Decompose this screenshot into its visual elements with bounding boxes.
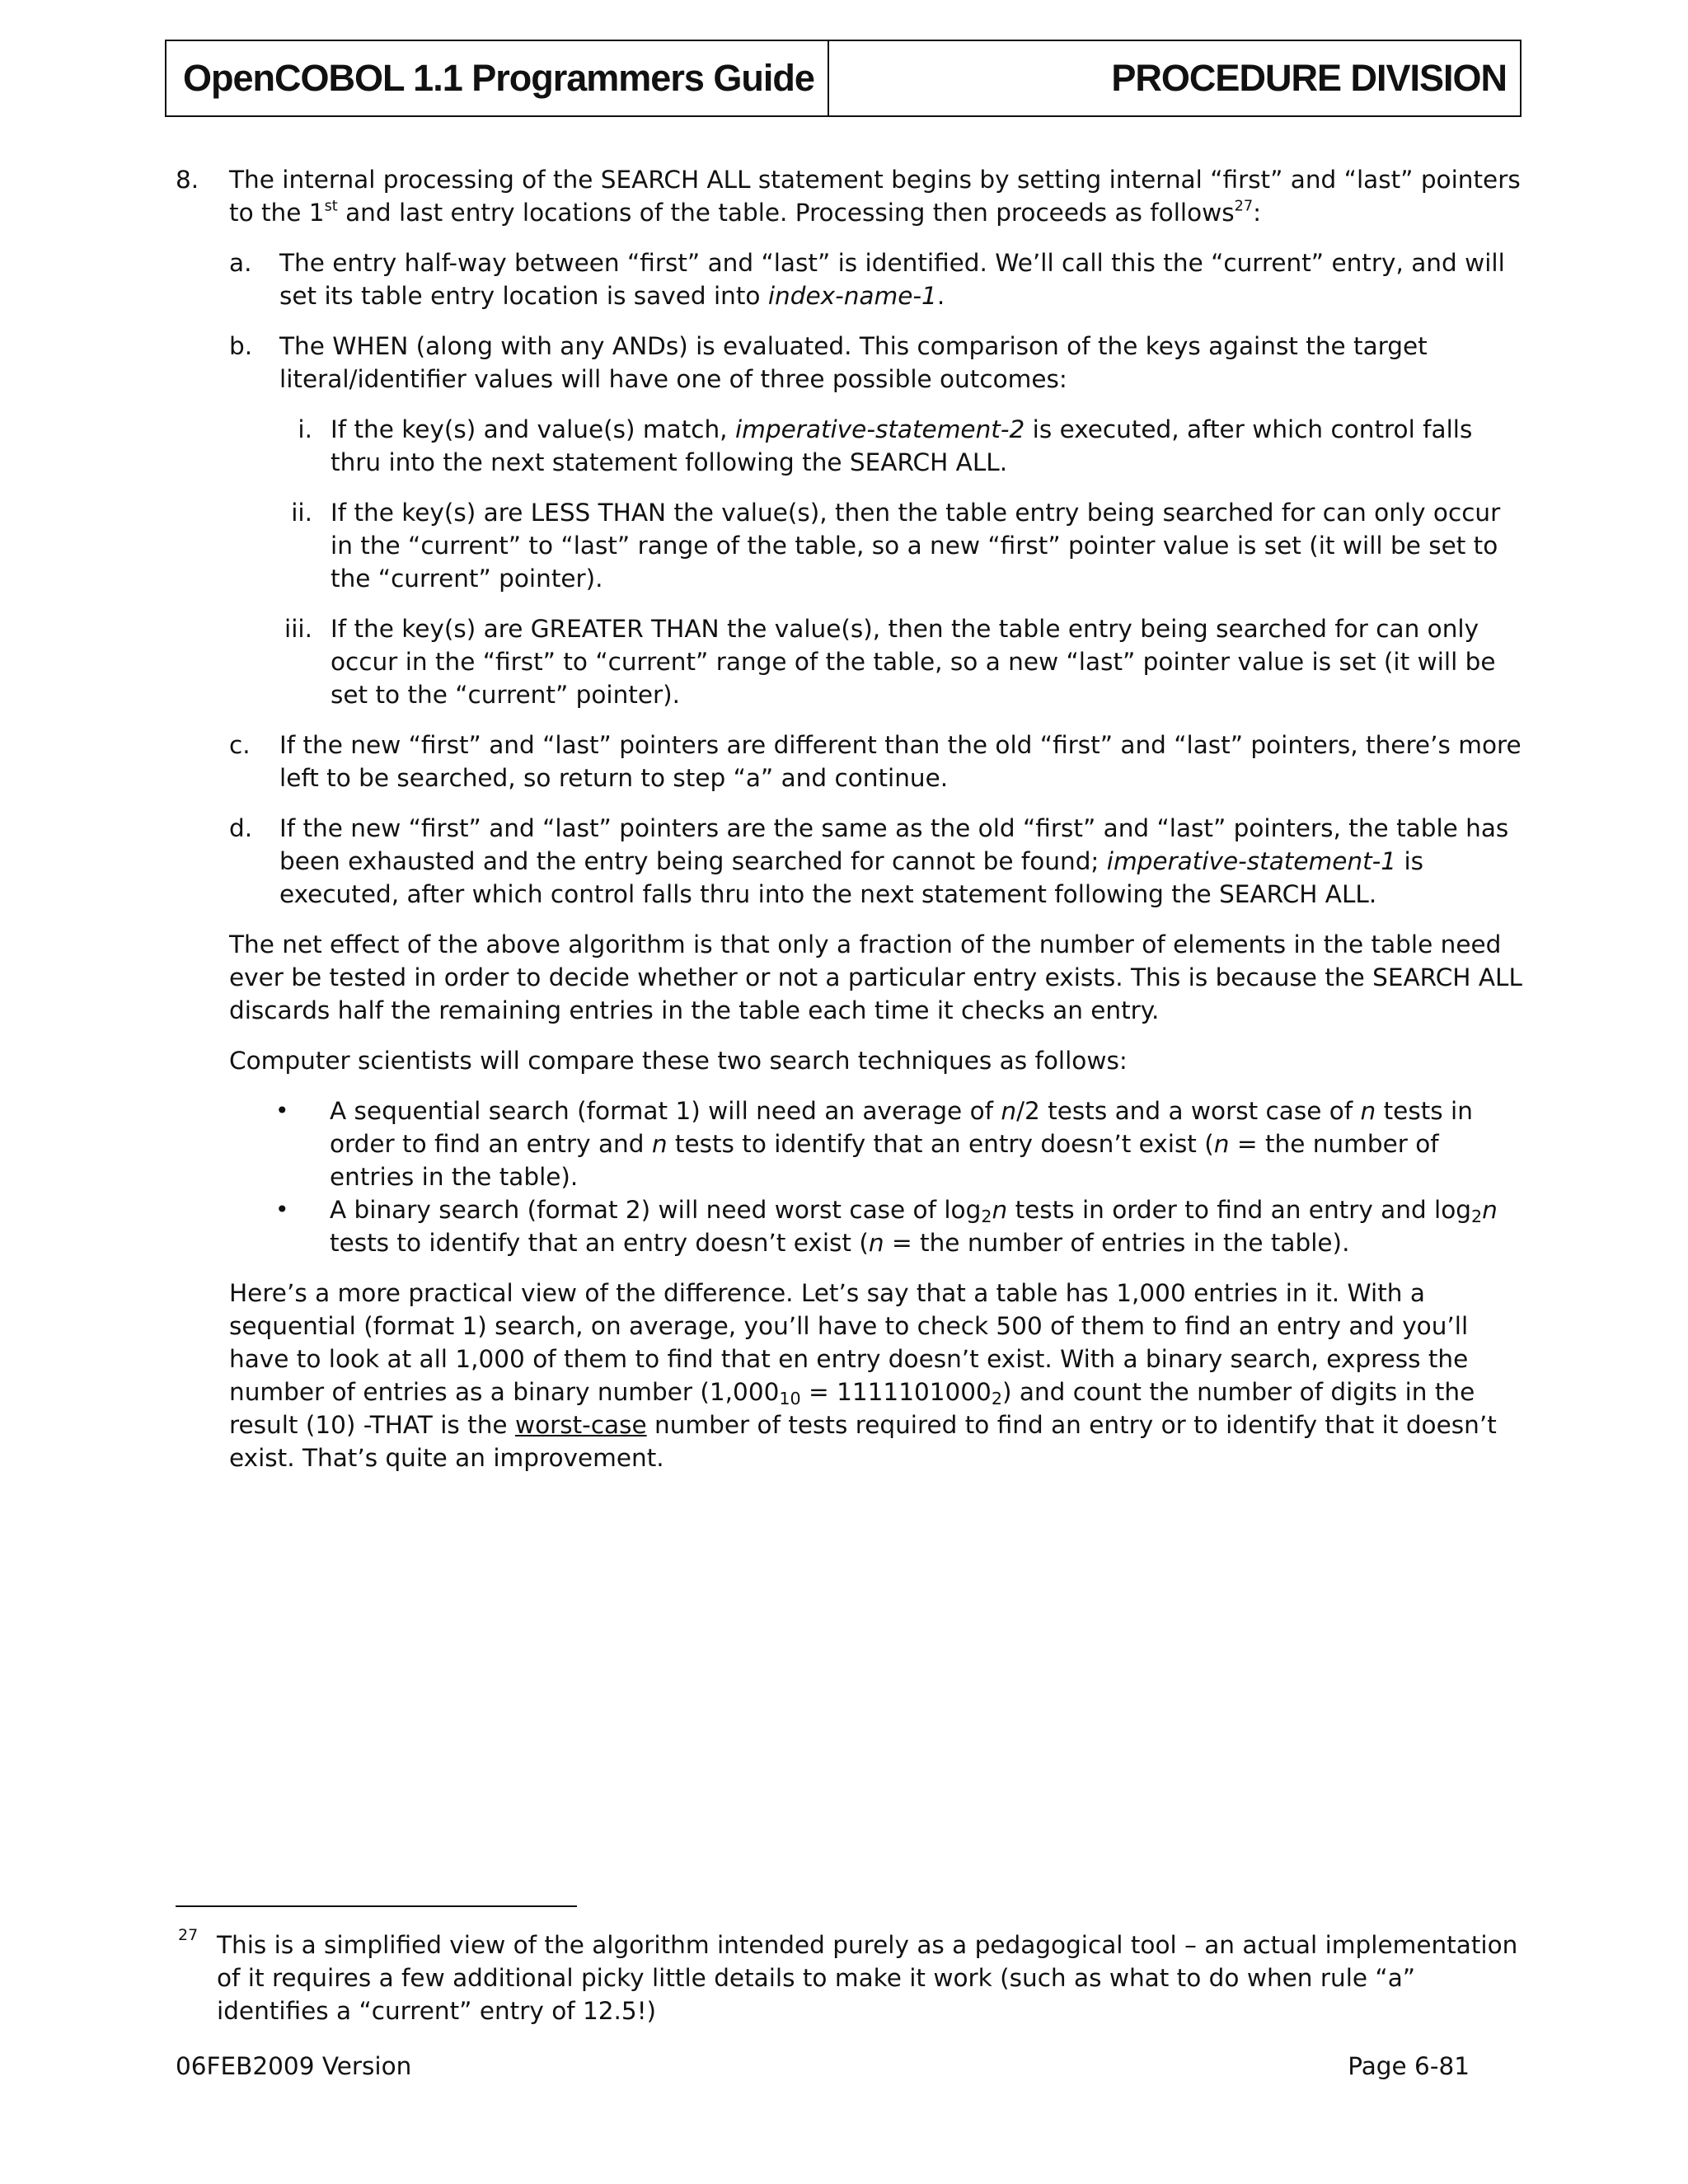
subscript: 2 bbox=[981, 1207, 992, 1227]
list-item-step-a bbox=[229, 246, 1523, 312]
paragraph-practical bbox=[229, 1277, 1523, 1474]
step-text: If the new “first” and “last” pointers are different than the old “first” and “last” pointers, there’s more left to be searched, so return to step “a” and continue. bbox=[279, 731, 1522, 792]
italic-var: n bbox=[868, 1229, 884, 1257]
step-text: The internal processing of the SEARCH ALL statement begins by setting internal “first” and “last” pointers to the 1 bbox=[229, 166, 1521, 227]
italic-term: imperative-statement-1 bbox=[1106, 847, 1397, 875]
step-text: If the key(s) are GREATER THAN the value(s), then the table entry being searched for can only occur in the “first” to “current” range of the table, so a new “last” pointer value is set (it will be set to the “current” pointer). bbox=[331, 615, 1496, 709]
italic-var: n bbox=[1482, 1196, 1498, 1224]
paragraph-text: number of tests required to find an entry or to identify that it doesn’t exist. That’s quite an improvement. bbox=[229, 1411, 1497, 1472]
footnote-number: 27 bbox=[178, 1926, 199, 1944]
list-marker: iii. bbox=[284, 615, 312, 643]
list-item-step-8 bbox=[176, 163, 1523, 229]
paragraph-text: Here’s a more practical view of the difference. Let’s say that a table has 1,000 entries in it. With a sequential (format 1) search, on average, you’ll have to check 500 of them to find an entry and you’ll have to look at all 1,000 of them to find that en entry doesn’t exist. With a binary search, express the number of entries as a binary number (1,000 bbox=[229, 1279, 1469, 1406]
list-marker: c. bbox=[229, 731, 251, 759]
step-text: If the new “first” and “last” pointers are the same as the old “first” and “last” pointers, the table has been exhausted and the entry being searched for cannot be found; bbox=[279, 814, 1509, 875]
page-footer bbox=[176, 2052, 1470, 2080]
version-label: 06FEB2009 Version bbox=[176, 2052, 412, 2080]
bullet-text: tests to identify that an entry doesn’t exist ( bbox=[667, 1130, 1214, 1158]
bullet-text: tests to identify that an entry doesn’t exist ( bbox=[330, 1229, 869, 1257]
subscript: 2 bbox=[991, 1389, 1002, 1409]
underlined-term: worst-case bbox=[514, 1411, 647, 1439]
step-text: If the key(s) are LESS THAN the value(s), then the table entry being searched for can only occur in the “current” to “last” range of the table, so a new “first” pointer value is set (it will be set to the “current” pointer). bbox=[331, 499, 1501, 593]
list-item-step-b-ii bbox=[279, 496, 1523, 595]
footnote-text: This is a simplified view of the algorithm intended purely as a pedagogical tool – an actual implementation of it requires a few additional picky little details to make it work (such as what to do when rule “a” identifies a “current” entry of 12.5!) bbox=[217, 1931, 1518, 2025]
bullet-item-binary bbox=[229, 1193, 1523, 1259]
main-content bbox=[176, 163, 1523, 1492]
bullet-text: = the number of entries in the table). bbox=[884, 1229, 1350, 1257]
footnote bbox=[176, 1926, 1523, 2027]
step-text: is executed, after which control falls thru into the next statement following the SEARCH ALL. bbox=[279, 847, 1424, 908]
section-title: PROCEDURE DIVISION bbox=[1111, 57, 1507, 99]
bullet-icon: • bbox=[275, 1196, 289, 1223]
italic-var: n bbox=[1001, 1097, 1017, 1125]
step-text: : bbox=[1253, 199, 1262, 227]
list-marker: b. bbox=[229, 332, 253, 360]
list-marker: i. bbox=[298, 415, 312, 443]
list-item-step-b-iii bbox=[279, 612, 1523, 711]
step-text: If the key(s) and value(s) match, bbox=[331, 415, 735, 443]
list-item-step-c bbox=[229, 729, 1523, 794]
bullet-text: tests in order to find an entry and bbox=[330, 1097, 1473, 1158]
list-marker: ii. bbox=[291, 499, 312, 527]
step-text: is executed, after which control falls thru into the next statement following the SEARCH ALL. bbox=[331, 415, 1473, 476]
page-header bbox=[165, 40, 1522, 117]
bullet-text: A sequential search (format 1) will need an average of bbox=[330, 1097, 1001, 1125]
bullet-text: /2 tests and a worst case of bbox=[1016, 1097, 1361, 1125]
paragraph-text: = 1111101000 bbox=[800, 1378, 992, 1406]
list-marker: a. bbox=[229, 249, 252, 277]
italic-term: index-name-1 bbox=[767, 282, 937, 310]
italic-var: n bbox=[992, 1196, 1008, 1224]
list-item-step-b-i bbox=[279, 413, 1523, 479]
list-item-step-b bbox=[229, 330, 1523, 396]
italic-var: n bbox=[651, 1130, 668, 1158]
paragraph-net-effect: The net effect of the above algorithm is that only a fraction of the number of elements in the table need ever be tested in order to decide whether or not a particular entry exists. This is because the SEARCH ALL discards half the remaining entries in the table each time it checks an entry. bbox=[229, 930, 1522, 1024]
footnote-separator bbox=[176, 1905, 577, 1907]
paragraph-compare: Computer scientists will compare these two search techniques as follows: bbox=[229, 1047, 1128, 1075]
step-text: The WHEN (along with any ANDs) is evaluated. This comparison of the keys against the target literal/identifier values will have one of three possible outcomes: bbox=[279, 332, 1428, 393]
bullet-icon: • bbox=[275, 1097, 289, 1124]
italic-var: n bbox=[1360, 1097, 1376, 1125]
bullet-text: = the number of entries in the table). bbox=[330, 1130, 1439, 1191]
list-marker: 8. bbox=[176, 166, 199, 194]
footnote-reference[interactable]: 27 bbox=[1234, 198, 1254, 215]
bullet-text: A binary search (format 2) will need worst case of log bbox=[330, 1196, 982, 1224]
subscript: 2 bbox=[1471, 1207, 1483, 1227]
italic-var: n bbox=[1213, 1130, 1230, 1158]
bullet-item-sequential bbox=[229, 1094, 1523, 1193]
bullet-text: tests in order to find an entry and log bbox=[1007, 1196, 1472, 1224]
step-text: . bbox=[936, 282, 945, 310]
ordinal-superscript: st bbox=[324, 198, 338, 215]
paragraph-text: ) and count the number of digits in the result (10) -THAT is the bbox=[229, 1378, 1475, 1439]
step-text: The entry half-way between “first” and “last” is identified. We’ll call this the “current” entry, and will set its table entry location is saved into bbox=[279, 249, 1505, 310]
italic-term: imperative-statement-2 bbox=[734, 415, 1025, 443]
guide-title: OpenCOBOL 1.1 Programmers Guide bbox=[166, 41, 829, 115]
subscript: 10 bbox=[779, 1389, 801, 1409]
page-number: Page 6-81 bbox=[1348, 2052, 1470, 2080]
bullet-list bbox=[229, 1094, 1523, 1259]
list-item-step-d bbox=[229, 812, 1523, 911]
step-text: and last entry locations of the table. Processing then proceeds as follows bbox=[337, 199, 1235, 227]
list-marker: d. bbox=[229, 814, 253, 842]
